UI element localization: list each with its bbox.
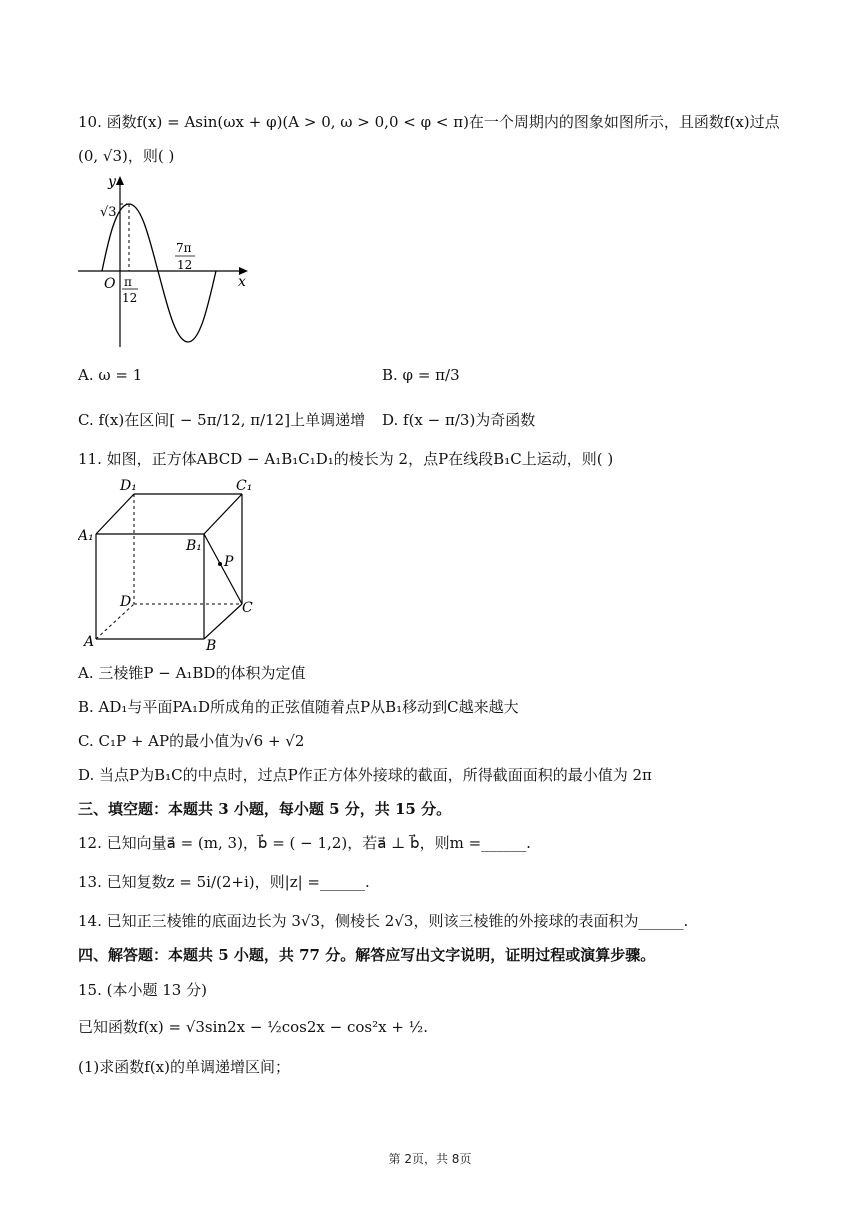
- tick1-num: π: [124, 275, 132, 289]
- q15-heading: 15. (本小题 13 分): [78, 981, 207, 999]
- q14: 14. 已知正三棱锥的底面边长为 3√3，侧棱长 2√3，则该三棱锥的外接球的表面积为______.: [78, 912, 689, 930]
- q10-option-a[interactable]: A. ω = 1: [78, 366, 143, 384]
- section-4-heading: 四、解答题：本题共 5 小题，共 77 分。解答应写出文字说明，证明过程或演算步骤。: [78, 946, 656, 964]
- q11-cube-figure: [78, 476, 268, 656]
- q11-option-b[interactable]: B. AD₁与平面PA₁D所成角的正弦值随着点P从B₁移动到C越来越大: [78, 698, 519, 716]
- label-b1: B₁: [186, 538, 202, 554]
- q10-option-d[interactable]: D. f(x − π/3)为奇函数: [382, 411, 536, 429]
- tick1-den: 12: [122, 291, 138, 305]
- page-footer: 第 2页，共 8页: [388, 1152, 472, 1166]
- section-3-heading: 三、填空题：本题共 3 小题，每小题 5 分，共 15 分。: [78, 800, 452, 818]
- peak-label: √3: [100, 205, 117, 220]
- q10-option-c[interactable]: C. f(x)在区间[ − 5π/12, π/12]上单调递增: [78, 411, 366, 429]
- q11-option-c[interactable]: C. C₁P + AP的最小值为√6 + √2: [78, 732, 305, 750]
- q12: 12. 已知向量a⃗ = (m, 3)，b⃗ = ( − 1,2)，若a⃗ ⊥ b⃗，则m =______.: [78, 834, 531, 852]
- x-axis-label: x: [238, 274, 246, 290]
- origin-label: O: [104, 276, 116, 292]
- label-d1: D₁: [120, 478, 137, 494]
- y-axis-label: y: [108, 174, 116, 190]
- tick2-num: 7π: [176, 241, 192, 255]
- label-c: C: [242, 600, 253, 616]
- q10-sine-graph: [78, 172, 258, 347]
- label-a: A: [84, 634, 95, 650]
- label-a1: A₁: [78, 528, 94, 544]
- q10-stem-line1: 10. 函数f(x) = Asin(ωx + φ)(A > 0, ω > 0,0 < φ < π)在一个周期内的图象如图所示，且函数f(x)过点: [78, 113, 780, 131]
- label-c1: C₁: [236, 478, 253, 494]
- tick2-den: 12: [177, 258, 193, 272]
- q11-stem: 11. 如图，正方体ABCD − A₁B₁C₁D₁的棱长为 2，点P在线段B₁C上运动，则( ): [78, 450, 614, 468]
- q15-part1: (1)求函数f(x)的单调递增区间；: [78, 1058, 290, 1076]
- q15-body: 已知函数f(x) = √3sin2x − ½cos2x − cos²x + ½.: [78, 1018, 428, 1036]
- q13: 13. 已知复数z = 5i/(2+i)，则|z| =______.: [78, 873, 370, 891]
- q10-option-b[interactable]: B. φ = π/3: [382, 366, 460, 384]
- q10-stem-line2: (0, √3)，则( ): [78, 147, 175, 165]
- label-d: D: [120, 594, 132, 610]
- label-b: B: [206, 638, 217, 654]
- q11-option-d[interactable]: D. 当点P为B₁C的中点时，过点P作正方体外接球的截面，所得截面面积的最小值为 2π: [78, 766, 652, 784]
- label-p: P: [224, 554, 234, 570]
- q11-option-a[interactable]: A. 三棱锥P − A₁BD的体积为定值: [78, 664, 306, 682]
